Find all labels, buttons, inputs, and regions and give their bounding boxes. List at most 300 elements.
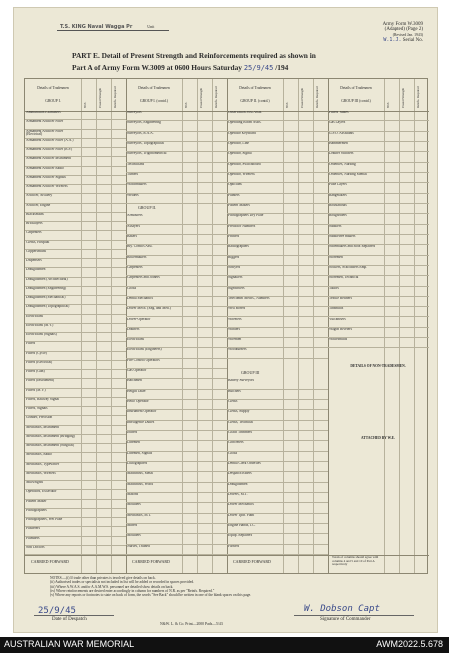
trade-name: Roughriders <box>329 214 347 218</box>
trade-row <box>25 176 126 185</box>
note-line: (ii) Authorised trades or specialists not included in list will be added or recorded in spaces provided. <box>50 580 195 585</box>
trade-row <box>25 435 126 444</box>
trade-name: Saddlers <box>329 224 342 228</box>
trade-name: Leather Stitchers <box>329 152 354 156</box>
sub-header-label: W.E. <box>285 101 289 108</box>
trade-name: Clerks <box>228 400 238 404</box>
trade-row <box>25 231 126 240</box>
trade-row <box>126 400 227 410</box>
trade-row <box>126 431 227 441</box>
trade-name: Driver Mechanics <box>228 503 254 507</box>
army-form-page <box>14 8 437 632</box>
trade-row <box>126 183 227 193</box>
trade-row <box>25 296 126 305</box>
trade-row <box>25 389 126 398</box>
printer-line: N&W. L. & Co. Print—2000 Pads—5/43 <box>160 622 223 626</box>
trade-name: Plumbers <box>26 536 40 540</box>
trade-name: Painters <box>228 193 240 197</box>
details-header-label: Details of Tradesmen <box>340 86 372 90</box>
trade-row <box>328 152 429 162</box>
trade-row <box>25 527 126 536</box>
trade-name: Draughtsmen (Mechanical) <box>26 296 66 299</box>
sub-header-label: Reinfs. Required <box>113 86 117 108</box>
trade-row <box>227 390 328 400</box>
trade-name: Wagon Riveters <box>329 327 352 331</box>
trade-row <box>126 111 227 121</box>
trade-row <box>25 213 126 222</box>
trade-name: Engine Hands, I.C. <box>228 524 256 528</box>
trade-row <box>25 490 126 499</box>
column-header <box>25 79 126 112</box>
trade-name: Surveyors, Trigonometrical <box>127 152 167 156</box>
trade-row <box>126 121 227 131</box>
trade-row <box>25 305 126 314</box>
trade-name: Joiners <box>127 431 138 435</box>
trade-name: Masons <box>127 493 139 497</box>
trade-name: Draughtsmen (Engineering) <box>26 286 67 290</box>
trade-name: Instrument Operator <box>127 410 157 414</box>
trade-name: Armament Artificer Fitter (Electrical) <box>26 129 64 137</box>
trade-row <box>25 278 126 287</box>
trade-name: Hammermen <box>329 141 348 145</box>
commander-signature: W. Dobson Capt <box>304 604 380 614</box>
trade-row <box>227 152 328 162</box>
trade-name: Storemen <box>329 255 343 259</box>
trade-row <box>126 545 227 555</box>
trade-name: Cooks <box>228 451 238 455</box>
despatch-line <box>34 615 114 616</box>
trade-name: Coach Trimmers <box>228 431 253 435</box>
trade-name: Carpenters <box>127 265 143 269</box>
trade-row <box>328 235 429 245</box>
trade-name: Rangetakers <box>329 193 347 197</box>
trade-row <box>227 266 328 276</box>
note-line: NOTES.—(i) If trade other than privates is involved give details on back. <box>50 576 156 580</box>
carried-forward-row <box>227 555 328 575</box>
trade-row <box>227 441 328 451</box>
carried-forward-label: CARRIED FORWARD <box>132 559 170 564</box>
trade-row <box>126 132 227 142</box>
trade-name: Surveyors, Topographical <box>127 141 165 145</box>
trade-name: Orderlies, Nursing Mental <box>329 172 367 176</box>
trade-name: Armament Artificer Fitter <box>26 120 64 124</box>
carried-forward-label: CARRIED FORWARD <box>233 559 271 564</box>
trade-name: Dental Clerk Orderlies <box>228 462 261 466</box>
trade-row <box>25 315 126 324</box>
trade-row <box>25 426 126 435</box>
trade-name: Sawyers <box>228 265 241 269</box>
trade-row <box>328 328 429 338</box>
trade-row <box>328 111 429 121</box>
trade-row <box>25 111 126 120</box>
trade-row <box>25 259 126 268</box>
trade-row <box>328 173 429 183</box>
trade-row <box>328 225 429 235</box>
sub-header-label: Reinfs. Required <box>315 86 319 108</box>
sub-header-label: Posted Strength <box>401 87 405 108</box>
trade-name: Photographers Dry Plate <box>228 214 264 218</box>
trade-row <box>126 410 227 420</box>
trade-name: Dental Mechanics <box>127 296 154 300</box>
trade-name: Concreters <box>228 441 244 445</box>
trade-name: Electricians (Signals) <box>26 333 57 336</box>
trade-row <box>227 328 328 338</box>
trade-name: Tinsmiths <box>329 307 344 311</box>
trade-name: Welders <box>127 193 139 197</box>
trade-row <box>126 163 227 173</box>
despatch-label: Date of Despatch <box>52 617 87 622</box>
trade-row <box>227 493 328 503</box>
trade-row <box>227 318 328 328</box>
trade-name: Predictor Numbers <box>228 224 256 228</box>
trade-name: Winders <box>228 327 241 331</box>
trade-row <box>25 444 126 453</box>
trade-row <box>227 483 328 493</box>
trade-name: Watchmakers <box>127 183 147 187</box>
trade-row <box>25 416 126 425</box>
signature-line <box>294 615 414 616</box>
trade-row <box>25 472 126 481</box>
trade-row <box>227 214 328 224</box>
trade-row <box>126 359 227 369</box>
trade-row <box>126 307 227 317</box>
trade-row <box>227 111 328 121</box>
trade-row <box>25 546 126 555</box>
trade-row <box>328 297 429 307</box>
trade-row <box>328 183 429 193</box>
trade-row <box>126 483 227 493</box>
trade-name: Hatchmen <box>127 379 142 383</box>
trade-name: Sockers, Scaffolders Emp. <box>329 265 368 269</box>
trade-row <box>126 379 227 389</box>
trade-name: Electricians (M.V.) <box>26 323 54 327</box>
group-two-heading: GROUP II. <box>138 204 157 210</box>
trade-name: Vulcanisers <box>329 317 346 321</box>
trade-name: Orderlies, Nursing <box>329 162 356 166</box>
trade-name: Fitters (Gun) <box>26 370 45 373</box>
trade-row <box>227 534 328 544</box>
note-line: (v) Where any reports or footnotes to state on back of form, the words "See Back" should be written in one of the blank spaces on this page. <box>50 593 252 598</box>
trade-row <box>227 452 328 462</box>
caption-bar <box>0 637 449 653</box>
sub-header-label: W.E. <box>83 101 87 108</box>
attached-heading: ATTACHED BY W.E. <box>361 436 395 441</box>
trade-row <box>126 493 227 503</box>
trade-name: Machinists, Metal <box>127 472 153 476</box>
trade-row <box>328 194 429 204</box>
trade-name: Saw Doctors <box>26 545 45 549</box>
caption-right: AWM2022.5.678 <box>376 639 443 649</box>
trade-name: Surveyors, R.A.A. <box>127 131 154 135</box>
trade-name: Whitesmiths <box>329 338 348 342</box>
trade-row <box>227 421 328 431</box>
trade-row <box>126 328 227 338</box>
trade-row <box>126 225 227 235</box>
trade-name: Roustabouts <box>329 203 347 207</box>
group-header-label: GROUP III (contd.) <box>341 99 371 103</box>
group-header-label: GROUP I. <box>45 99 61 103</box>
sub-header-label: W.E. <box>386 101 390 108</box>
group-three-heading: GROUP III <box>241 370 260 376</box>
trade-name: Signallers <box>228 276 243 280</box>
trade-row <box>227 514 328 524</box>
trade-name: Assayers <box>127 224 140 228</box>
trade-row <box>227 400 328 410</box>
trade-name: Operator, Signal <box>228 152 252 156</box>
trade-row <box>25 352 126 361</box>
unit-stamp: T.S. KING Naval Wagga Pr Unit <box>60 24 155 30</box>
sub-header-label: Posted Strength <box>300 87 304 108</box>
trade-row <box>227 245 328 255</box>
trade-row <box>126 318 227 328</box>
despatch-date-handwritten: 25/9/45 <box>38 606 76 616</box>
trade-name: Gas Operator <box>127 369 147 373</box>
trade-row <box>227 142 328 152</box>
trade-name: Wiremen <box>228 338 242 342</box>
trade-row <box>328 132 429 142</box>
trade-row <box>328 121 429 131</box>
trade-row <box>25 537 126 546</box>
trade-row <box>328 163 429 173</box>
trade-name: Shoemakers and Boot Repairers <box>329 245 376 249</box>
column-header <box>126 79 227 112</box>
trade-name: Armament Artificer Fitter (A.A.) <box>26 138 74 142</box>
carried-forward-row <box>25 555 126 575</box>
trade-row <box>126 142 227 152</box>
trade-name: Moulders <box>127 503 141 507</box>
trade-row <box>227 410 328 420</box>
trade-row <box>126 266 227 276</box>
signature-label: Signature of Commander <box>320 617 371 622</box>
trade-name: Lithographers <box>127 462 148 466</box>
trade-row <box>126 390 227 400</box>
trade-name: Woodturners <box>228 348 247 352</box>
trade-name: Mechanics, Instrument (Bridging) <box>26 434 76 438</box>
trade-name: Armament Artificer Fitter (R.P.) <box>26 148 73 151</box>
trade-row <box>227 276 328 286</box>
trade-name: Mechanics, Instrument <box>26 425 59 429</box>
trade-name: Telecomm Mechs., Numbers <box>228 296 270 300</box>
trade-row <box>25 268 126 277</box>
trade-name: Armament Artificer Wireless <box>26 185 68 188</box>
trade-row <box>126 245 227 255</box>
trade-name: Mechanics, Wireless <box>26 471 56 475</box>
note-line: (iv) Where reinforcements are desired enter accordingly in column for numbers of N.R. as per "Reinfs. Required." <box>50 588 215 593</box>
trade-name: Electricians (Engineers) <box>127 348 162 352</box>
trade-row <box>227 431 328 441</box>
trade-name: Draughtsmen (Topographical) <box>26 305 70 309</box>
trade-row <box>126 256 227 266</box>
trade-name: Equip. Repairers <box>228 534 253 538</box>
trade-name: Signwriters <box>228 286 245 290</box>
trade-row <box>126 287 227 297</box>
trade-name: Bakers <box>127 234 137 238</box>
trade-name: Clerks, Supply <box>228 410 250 414</box>
trade-row <box>126 503 227 513</box>
trade-name: Fitters, Signals <box>26 407 48 410</box>
trade-name: Wheelers <box>228 317 242 321</box>
trade-name: Pattern Makers <box>228 203 250 207</box>
trade-name: Fitters' Mates <box>329 111 349 114</box>
trade-name: Clerks, Technical <box>228 420 254 424</box>
trade-name: Operator, Line <box>228 141 250 145</box>
trade-name: Storemen, Technical <box>329 276 359 280</box>
trade-row <box>25 481 126 490</box>
trade-name: Pattern Maker <box>26 499 47 503</box>
trade-row <box>25 407 126 416</box>
trade-name: Fitters (Electrical) <box>26 360 53 364</box>
trade-row <box>126 441 227 451</box>
trade-name: Carpenters <box>26 231 42 235</box>
trade-name: Electricians <box>26 314 43 318</box>
trade-name: Turners <box>127 172 139 176</box>
trade-name: Drivers, M.T. <box>228 493 248 497</box>
details-header-label: Details of Tradesmen <box>37 86 69 90</box>
sub-header-label: Posted Strength <box>98 87 102 108</box>
trade-name: Drainers <box>127 327 140 331</box>
trade-name: Artificer, Artillery <box>26 194 53 198</box>
trade-row <box>227 524 328 534</box>
trade-name: Height Taker <box>127 389 146 393</box>
trade-name: Radiographers <box>228 245 249 249</box>
trade-row <box>25 342 126 351</box>
trade-name: Helio Operator <box>127 400 149 404</box>
trade-row <box>25 518 126 527</box>
trade-name: Riggers <box>228 255 240 259</box>
trade-name: Fitters (Instrument) <box>26 379 55 383</box>
trade-name: Despatch Riders <box>228 472 252 476</box>
trade-name: Fire Control Operators <box>127 358 160 362</box>
trade-name: Miners <box>127 524 138 528</box>
trade-row <box>328 287 429 297</box>
trade-name: Draughtsmen <box>26 268 46 272</box>
trade-row <box>227 194 328 204</box>
trade-row <box>25 148 126 157</box>
trade-row <box>126 297 227 307</box>
trade-row <box>126 524 227 534</box>
trade-row <box>25 194 126 203</box>
trade-name: Mechanics, M.T. <box>127 513 152 517</box>
strength-table <box>24 78 428 574</box>
trade-row <box>227 545 328 555</box>
trade-name: Draughtsmen <box>228 482 248 486</box>
trade-row <box>25 361 126 370</box>
trade-row <box>227 472 328 482</box>
trade-name: Opticians <box>228 183 242 187</box>
trade-name: Bty. Comd's Asst. <box>127 245 153 249</box>
trade-row <box>126 348 227 358</box>
trade-row <box>25 287 126 296</box>
trade-row <box>25 167 126 176</box>
trade-name: Mechanics, Instrument (Surgical) <box>26 444 75 447</box>
trade-row <box>126 421 227 431</box>
trade-row <box>25 500 126 509</box>
trade-row <box>25 324 126 333</box>
trade-name: Operating Room Assts. <box>228 121 262 125</box>
trade-name: Battery Surveyors <box>228 379 255 383</box>
sub-header-label: Reinfs. Required <box>214 86 218 108</box>
trade-name: Fitters (M.V.) <box>26 388 46 392</box>
trade-row <box>328 266 429 276</box>
trade-name: Operator, Switchboard <box>228 162 261 166</box>
trade-name: Armament Artificer Instrument <box>26 157 71 161</box>
sub-header-label: W.E. <box>184 101 188 108</box>
trade-name: Linemen <box>127 441 140 445</box>
trade-row <box>25 241 126 250</box>
trade-row <box>126 534 227 544</box>
trade-row <box>227 183 328 193</box>
trade-name: Driver Tptn. Plant <box>228 513 255 517</box>
trade-row <box>227 503 328 513</box>
trade-row <box>328 245 429 255</box>
trade-name: Butchers <box>228 389 241 393</box>
unit-line <box>57 30 169 31</box>
trade-name: Boilermakers <box>127 255 147 259</box>
trade-row <box>227 225 328 235</box>
trade-name: Mechanics, Typewriter <box>26 462 60 466</box>
trade-name: Blacksmiths <box>26 212 44 216</box>
note-line: (iii) Where A.W.A.S. and/or A.A.M.W.S. personnel are detailed show details on back. <box>50 584 174 589</box>
trade-row <box>328 142 429 152</box>
trade-name: Millwrights <box>26 481 43 484</box>
trade-name: Fitters <box>26 342 36 346</box>
trade-row <box>126 472 227 482</box>
trade-row <box>328 214 429 224</box>
trade-name: Plasterers <box>26 527 40 531</box>
trade-name: Well Borers <box>228 307 246 311</box>
trade-name: Observation Post Assts. <box>228 111 263 114</box>
trade-name: Operator, Wireless <box>228 172 255 176</box>
trade-name: Fitters, Railway Signal <box>26 397 60 401</box>
trade-row <box>25 185 126 194</box>
trade-name: Intelligence Duties <box>127 420 155 424</box>
trade-name: Photographers, Wet Plate <box>26 518 63 521</box>
trade-name: Dispensers <box>26 259 42 262</box>
trade-row <box>126 452 227 462</box>
trade-name: Gas Layers <box>329 121 346 125</box>
column-header <box>328 79 429 112</box>
trade-name: Moulders <box>127 534 141 538</box>
trade-name: Driver-Operator <box>127 317 151 321</box>
trade-row <box>227 235 328 245</box>
trade-name: Machinists, Wood <box>127 482 153 486</box>
trade-row <box>25 130 126 139</box>
trade-row <box>227 287 328 297</box>
trade-row <box>227 132 328 142</box>
trade-row <box>25 379 126 388</box>
trade-name: Plate Layers <box>329 183 347 187</box>
trade-row <box>126 214 227 224</box>
trade-row <box>25 120 126 129</box>
trade-row <box>227 307 328 317</box>
trade-name: Mechanics, Radio <box>26 453 52 457</box>
trade-row <box>227 297 328 307</box>
trade-name: Clerks, Hospital <box>26 240 50 244</box>
trade-row <box>328 204 429 214</box>
trade-row <box>25 139 126 148</box>
trade-row <box>126 462 227 472</box>
trade-row <box>227 204 328 214</box>
trade-name: Surveyors, Engineering <box>127 121 161 125</box>
trade-name: Ammunition Examiners <box>26 111 61 114</box>
trade-row <box>126 235 227 245</box>
trade-row <box>126 276 227 286</box>
trade-row <box>25 250 126 259</box>
carried-forward-row <box>126 555 227 575</box>
trade-row <box>227 462 328 472</box>
group-header-label: GROUP I. (contd.) <box>140 99 168 103</box>
trade-name: G.P.O. Assistants <box>329 131 354 135</box>
